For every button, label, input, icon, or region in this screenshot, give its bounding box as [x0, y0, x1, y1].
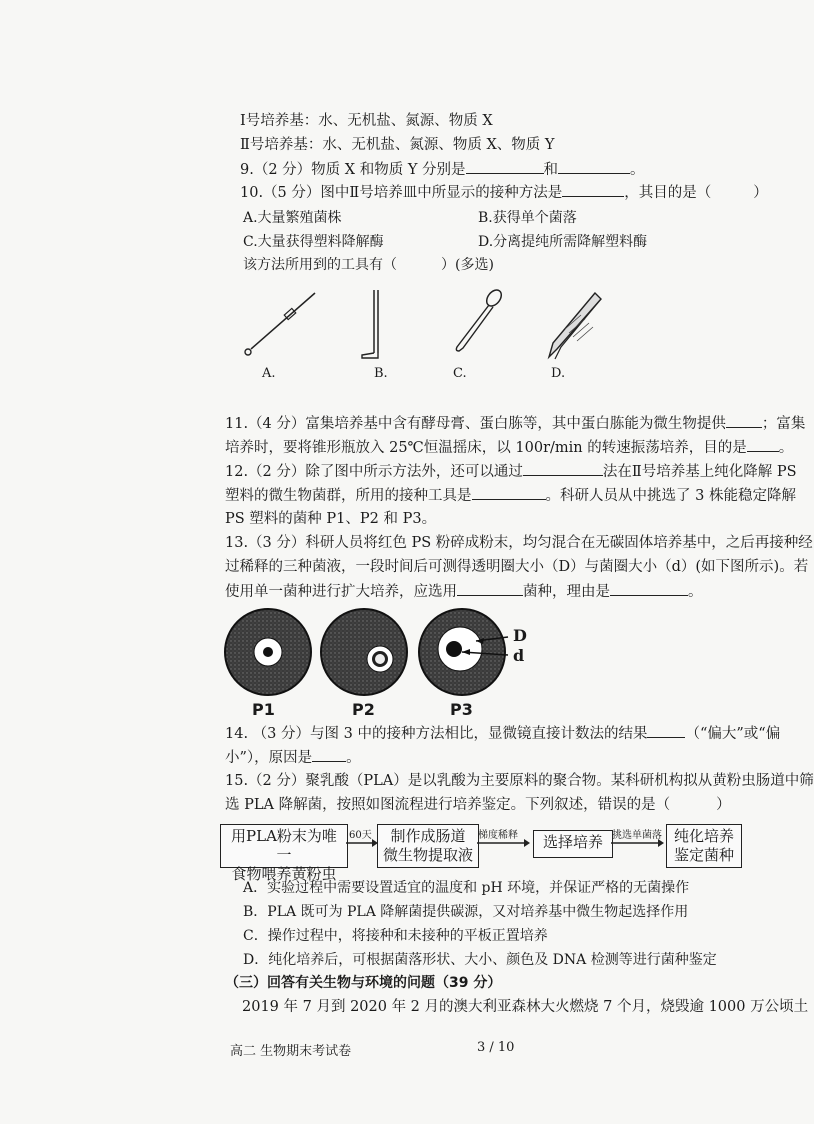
q13-blank-2[interactable]	[610, 581, 688, 596]
q15-option-d[interactable]: D．纯化培养后，可根据菌落形状、大小、颜色及 DNA 检测等进行菌种鉴定	[243, 952, 717, 968]
q10-option-b[interactable]: B.获得单个菌落	[478, 210, 577, 226]
q13-blank-1[interactable]	[457, 581, 523, 596]
flow-box-extract-line-1: 制作成肠道	[390, 827, 466, 845]
q11-text-2a: 培养时，要将锥形瓶放入 25℃恒温摇床，以 100r/min 的转速振荡培养，目的是	[225, 440, 747, 456]
q13-text-3b: 菌种，理由是	[523, 584, 610, 600]
question-13-line-3	[225, 581, 703, 602]
tool-illustrations	[235, 285, 635, 365]
flow-box-extract-line-2: 微生物提取液	[382, 846, 473, 864]
q12-text-2b: 。科研人员从中挑选了 3 株能稳定降解	[545, 488, 796, 504]
question-12-line-2	[225, 485, 796, 506]
flow-box-purify	[666, 824, 742, 868]
flow-arrow-3-label: 挑选单菌落	[612, 830, 662, 841]
q10-blank-1[interactable]	[562, 182, 624, 197]
question-13-line-2: 过稀释的三种菌液，一段时间后可测得透明圈大小（D）与菌圈大小（d）(如下图所示)。若	[225, 559, 809, 575]
q9-text-c: 。	[630, 162, 645, 178]
plate-label-p2: P2	[352, 700, 375, 719]
q9-text-a: 9.（2 分）物质 X 和物质 Y 分别是	[240, 162, 466, 178]
q9-text-b: 和	[543, 162, 558, 178]
flow-box-feed-line-2: 食物喂养黄粉虫	[231, 865, 337, 883]
question-10	[240, 182, 768, 203]
q12-text-2a: 塑料的微生物菌群，所用的接种工具是	[225, 488, 472, 504]
q12-text-1a: 12.（2 分）除了图中所示方法外，还可以通过	[225, 464, 523, 480]
q9-blank-1[interactable]	[466, 159, 544, 174]
q15-text-2: 选 PLA 降解菌，按照如图流程进行培养鉴定。下列叙述，错误的是（	[225, 797, 671, 813]
q15-option-b[interactable]: B．PLA 既可为 PLA 降解菌提供碳源，又对培养基中微生物起选择作用	[243, 904, 689, 920]
plate-label-p3: P3	[450, 700, 473, 719]
q10-stem-a: 10.（5 分）图中Ⅱ号培养皿中所显示的接种方法是	[240, 185, 563, 201]
flow-box-feed-line-1: 用PLA粉末为唯一	[231, 827, 337, 864]
tweezers-icon	[549, 293, 601, 359]
q11-text-2b: 。	[778, 440, 794, 456]
q12-text-1b: 法在Ⅱ号培养基上纯化降解 PS	[602, 464, 797, 480]
question-13-line-1: 13.（3 分）科研人员将红色 PS 粉碎成粉末，均匀混合在无碳固体培养基中，之后再接种经	[225, 535, 813, 551]
q14-text-1a: 14. （3 分）与图 3 中的接种方法相比，显微镜直接计数法的结果	[225, 726, 648, 742]
q11-text-1b: ；富集	[761, 416, 806, 432]
question-14-line-1	[225, 723, 780, 744]
section-3-paragraph-line-1: 2019 年 7 月到 2020 年 2 月的澳大利亚森林大火燃烧 7 个月，烧毁逾 1000 万公顷土	[242, 999, 809, 1015]
question-15-line-2	[225, 795, 731, 815]
tool-label-c[interactable]: C.	[453, 366, 467, 381]
footer-title: 高二 生物期末考试卷	[230, 1044, 352, 1059]
question-12-line-3: PS 塑料的菌种 P1、P2 和 P3。	[225, 511, 437, 527]
q11-text-1a: 11.（4 分）富集培养基中含有酵母膏、蛋白胨等，其中蛋白胨能为微生物提供	[225, 416, 726, 432]
q9-blank-2[interactable]	[558, 159, 630, 174]
q12-blank-1[interactable]	[523, 461, 603, 476]
q15-option-a[interactable]: A．实验过程中需要设置适宜的温度和 pH 环境，并保证严格的无菌操作	[243, 880, 690, 896]
q11-blank-1[interactable]	[726, 413, 762, 428]
q10-option-a[interactable]: A.大量繁殖菌株	[243, 210, 342, 226]
q12-blank-2[interactable]	[472, 485, 546, 500]
inoculating-loop-icon	[245, 293, 315, 355]
q15-option-c[interactable]: C．操作过程中，将接种和未接种的平板正置培养	[243, 928, 548, 944]
question-11-line-2	[225, 437, 793, 458]
plate-p3	[419, 609, 508, 695]
flow-box-feed	[220, 824, 348, 883]
medium-1-line: Ⅰ号培养基：水、无机盐、氮源、物质 X	[240, 113, 493, 129]
petri-plates-figure	[210, 608, 550, 703]
q14-blank-2[interactable]	[312, 747, 346, 762]
flow-box-purify-line-1: 纯化培养	[673, 827, 734, 845]
flow-box-purify-line-2: 鉴定菌种	[673, 846, 734, 864]
plate-label-p1: P1	[252, 700, 275, 719]
q10-tools-text-b: ）(多选)	[441, 257, 494, 273]
question-11-line-1	[225, 413, 805, 434]
page-number: 3 / 10	[477, 1040, 515, 1055]
q10-stem-b: ，其目的是（	[624, 185, 712, 201]
swab-spreader-icon	[456, 287, 504, 351]
q14-blank-1[interactable]	[647, 723, 685, 738]
label-big-d: D	[513, 626, 527, 645]
plate-p1	[225, 609, 311, 695]
q10-tools-question	[243, 254, 494, 274]
label-small-d: d	[513, 646, 525, 665]
tool-label-b[interactable]: B.	[374, 366, 388, 381]
q14-text-2b: 。	[346, 750, 361, 766]
medium-2-line: Ⅱ号培养基：水、无机盐、氮源、物质 X、物质 Y	[240, 137, 555, 153]
q11-blank-2[interactable]	[747, 437, 779, 452]
q10-option-c[interactable]: C.大量获得塑料降解酶	[243, 234, 384, 250]
q15-text-2b: ）	[716, 797, 731, 813]
flow-arrow-1-label: 60天	[349, 830, 372, 841]
tool-label-a[interactable]: A.	[262, 366, 276, 381]
flow-arrow-2-label: 梯度稀释	[478, 830, 518, 841]
question-12-line-1	[225, 461, 797, 482]
q10-stem-c: ）	[753, 185, 768, 201]
section-3-title: （三）回答有关生物与环境的问题（39 分）	[225, 975, 502, 991]
question-15-line-1: 15.（2 分）聚乳酸（PLA）是以乳酸为主要原料的聚合物。某科研机构拟从黄粉虫肠道中筛	[225, 773, 814, 789]
q14-text-2a: 小”），原因是	[225, 750, 313, 766]
q10-tools-text-a: 该方法所用到的工具有（	[243, 257, 397, 273]
question-14-line-2	[225, 747, 361, 768]
tool-label-d[interactable]: D.	[551, 366, 566, 381]
q14-text-1b: （“偏大”或“偏	[685, 726, 781, 742]
q13-text-3c: 。	[688, 584, 703, 600]
inoculating-hook-icon	[362, 290, 378, 358]
flow-box-select: 选择培养	[533, 830, 613, 858]
question-9	[240, 159, 645, 180]
q10-option-d[interactable]: D.分离提纯所需降解塑料酶	[478, 234, 648, 250]
plate-p2	[321, 609, 407, 695]
q13-text-3a: 使用单一菌种进行扩大培养，应选用	[225, 584, 457, 600]
